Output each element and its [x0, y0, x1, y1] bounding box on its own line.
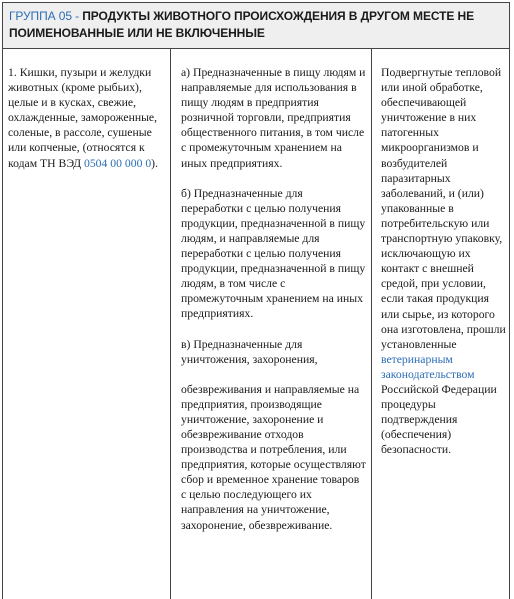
purpose-cell	[171, 49, 371, 533]
group-code: ГРУППА 05	[9, 9, 72, 23]
conditions-cell	[372, 49, 509, 457]
conditions-text-end: Российской Федерации процедуры подтверждения (обеспечения) безопасности.	[381, 382, 497, 457]
purpose-item-b: б) Предназначенные для переработки с целью получения продукции, предназначенной в пищу людям, и направляемые для переработки с целью получения продукции, предназначенной в пищу людям, в том числе с промежуточным хранением на иных предприятиях.	[181, 186, 366, 321]
product-description-cell	[3, 49, 170, 171]
product-description-tail: ).	[151, 156, 158, 170]
conditions-text	[381, 65, 506, 457]
purpose-item-c-continued: обезвреживания и направляемые на предприятия, производящие уничтожение, захоронение и обезвреживание отходов производства и потребления, или предприятия, которые осуществляют сбор и временное хранение товаров с целью последующего их направления на уничтожение, захоронение, обезвреживание.	[181, 382, 366, 532]
product-description	[8, 65, 166, 171]
purpose-item-a: а) Предназначенные в пищу людям и направляемые для использования в пищу людям в предприятия розничной торговли, предприятия общественного питания, в том числе с промежуточным хранением на иных предприятиях.	[181, 66, 366, 170]
conditions-text-start: Подвергнутые тепловой или иной обработке, обеспечивающей уничтожение в них патогенных микроорганизмов и возбудителей паразитарных заболеваний, и (или) упакованные в потребительскую или транспортную упаковку, исключающую их контакт с внешней средой, при условии, если такая продукция или сырье, из которого она изготовлена, прошли установленные	[381, 66, 506, 351]
group-header	[3, 3, 509, 49]
tnved-code-link[interactable]: 0504 00 000 0	[83, 156, 152, 170]
purpose-item-c: в) Предназначенные для уничтожения, захоронения,	[181, 337, 318, 366]
group-title: ПРОДУКТЫ ЖИВОТНОГО ПРОИСХОЖДЕНИЯ В ДРУГОМ МЕСТЕ НЕ ПОИМЕНОВАННЫЕ ИЛИ НЕ ВКЛЮЧЕННЫЕ	[9, 9, 474, 40]
group-code-separator: -	[71, 9, 83, 23]
regulation-table	[2, 2, 510, 599]
product-description-text: 1. Кишки, пузыри и желудки животных (кроме рыбьих), целые и в кусках, свежие, охлажденные, замороженные, соленые, в рассоле, сушеные или копченые, (относятся к кодам ТН ВЭД	[8, 66, 158, 170]
veterinary-law-link[interactable]: ветеринарным законодательством	[381, 352, 475, 381]
